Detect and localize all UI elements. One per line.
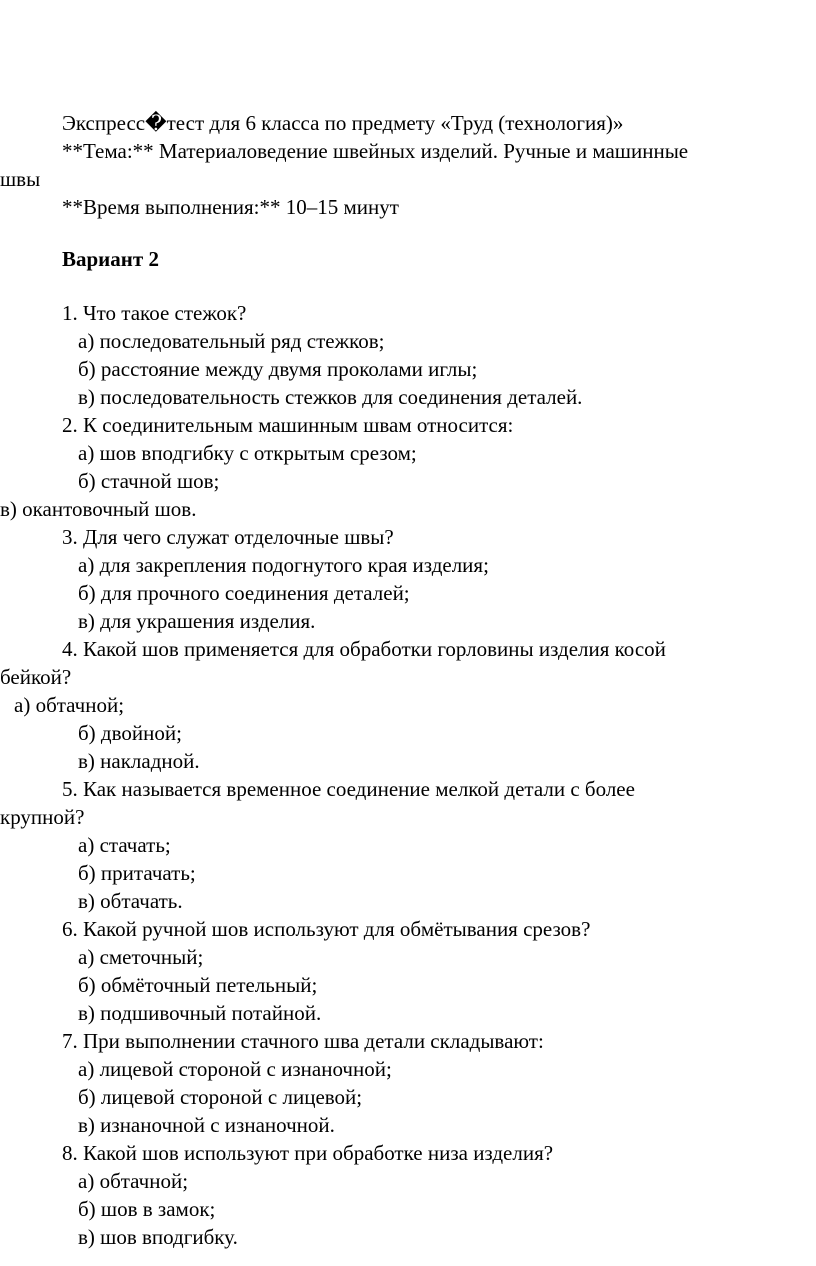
answer-6c: в) подшивочный потайной. (78, 1001, 322, 1025)
answer-3b: б) для прочного соединения деталей; (78, 581, 410, 605)
topic-line: **Тема:** Материаловедение швейных изделий. Ручные и машинные (62, 139, 689, 163)
question-7: 7. При выполнении стачного шва детали складывают: (62, 1029, 544, 1053)
time-line: **Время выполнения:** 10–15 минут (62, 195, 399, 219)
test-title: Экспресс�тест для 6 класса по предмету «Труд (технология)» (62, 111, 624, 135)
answer-1a: а) последовательный ряд стежков; (78, 329, 385, 353)
question-8: 8. Какой шов используют при обработке низа изделия? (62, 1141, 554, 1165)
answer-6a: а) сметочный; (78, 945, 204, 969)
question-2: 2. К соединительным машинным швам относится: (62, 413, 514, 437)
answer-5b: б) притачать; (78, 861, 196, 885)
question-5-continuation: крупной? (0, 805, 85, 829)
answer-5c: в) обтачать. (78, 889, 183, 913)
topic-line-continuation: швы (0, 167, 41, 191)
answer-6b: б) обмёточный петельный; (78, 973, 318, 997)
question-5: 5. Как называется временное соединение мелкой детали с более (62, 777, 635, 801)
answer-4a: а) обтачной; (14, 693, 125, 717)
variant-heading: Вариант 2 (62, 247, 159, 271)
answer-2b: б) стачной шов; (78, 469, 220, 493)
question-1: 1. Что такое стежок? (62, 301, 247, 325)
answer-2a: а) шов вподгибку с открытым срезом; (78, 441, 417, 465)
answer-7b: б) лицевой стороной с лицевой; (78, 1085, 363, 1109)
answer-3c: в) для украшения изделия. (78, 609, 316, 633)
answer-8b: б) шов в замок; (78, 1197, 216, 1221)
answer-8a: а) обтачной; (78, 1169, 189, 1193)
answer-1b: б) расстояние между двумя проколами иглы; (78, 357, 478, 381)
answer-2c: в) окантовочный шов. (0, 497, 197, 521)
answer-1c: в) последовательность стежков для соединения деталей. (78, 385, 583, 409)
answer-7a: а) лицевой стороной с изнаночной; (78, 1057, 392, 1081)
answer-4b: б) двойной; (78, 721, 182, 745)
question-6: 6. Какой ручной шов используют для обмётывания срезов? (62, 917, 591, 941)
answer-7c: в) изнаночной с изнаночной. (78, 1113, 335, 1137)
question-4: 4. Какой шов применяется для обработки горловины изделия косой (62, 637, 666, 661)
answer-3a: а) для закрепления подогнутого края изделия; (78, 553, 489, 577)
question-3: 3. Для чего служат отделочные швы? (62, 525, 394, 549)
document-page (0, 109, 816, 1251)
question-4-continuation: бейкой? (0, 665, 72, 689)
answer-5a: а) стачать; (78, 833, 171, 857)
answer-4c: в) накладной. (78, 749, 200, 773)
answer-8c: в) шов вподгибку. (78, 1225, 238, 1249)
